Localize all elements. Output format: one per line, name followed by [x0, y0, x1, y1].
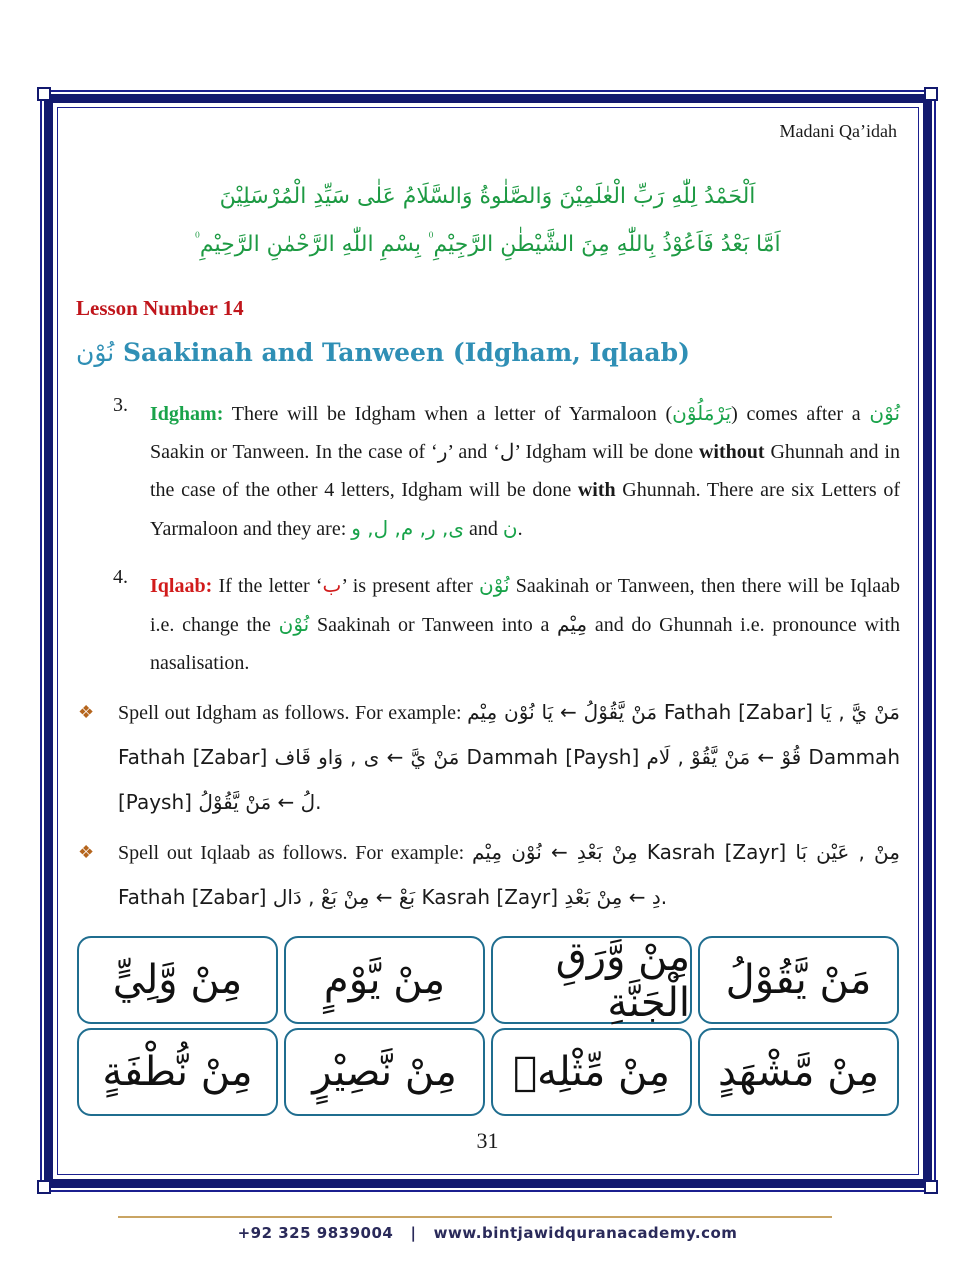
example-card: مِنْ مِّثْلِهٖ — [491, 1028, 692, 1116]
corner-ornament — [924, 87, 938, 101]
example-card: مِنْ وَّلِيٍّ — [77, 936, 278, 1024]
iqlaab-paragraph: Iqlaab: If the letter ‘ب’ is present after نُوْن Saakinah or Tanween, then there will be Iqlaab i.e. change the نُوْن Saakinah or Tanween into a مِيْم and do Ghunnah i.e. pronounce with nasalisation. — [150, 573, 901, 674]
bullet-icon: ❖ — [78, 702, 95, 722]
arabic-praise-line: اَلْحَمْدُ لِلّٰهِ رَبِّ الْعٰلَمِيْنَ وَالصَّلٰوةُ وَالسَّلَامُ عَلٰى سَيِّدِ الْمُرْسَلِيْنَ — [219, 184, 756, 209]
lesson-subtitle — [76, 338, 690, 367]
page-number: 31 — [476, 1128, 499, 1153]
idgham-heading: Idgham: — [150, 403, 224, 425]
example-card: مِنْ وَّرَقِ الْجَنَّةِ — [491, 936, 692, 1024]
example-grid — [77, 936, 899, 1116]
example-card: مِنْ نَّصِيْرٍ — [284, 1028, 485, 1116]
footer-contact: +92 325 9839004 | www.bintjawidquranacademy.com — [237, 1224, 738, 1242]
iqlaab-heading: Iqlaab: — [150, 575, 213, 597]
point-number: 4. — [113, 566, 128, 588]
corner-ornament — [37, 1180, 51, 1194]
bullet-icon: ❖ — [78, 842, 95, 862]
idgham-paragraph: Idgham: There will be Idgham when a letter of Yarmaloon (يَرْمَلُوْن) comes after a نُوْن Saakin or Tanween. In the case of ‘ر’ and ‘ل’ Idgham will be done without Ghunnah and in the case of the other 4 letters, Idgham will be done with Ghunnah. There are six Letters of Yarmaloon and they are: ى, ر, م, ل, و and ن. — [150, 401, 901, 540]
subtitle-arabic: نُوْن — [76, 338, 115, 367]
iqlaab-spelling: Spell out Iqlaab as follows. For example: مِنْ بَعْدِ ← نُوْن مِيْم Kasrah [Zayr] مِنْ , عَيْن بَا Fathah [Zabar] بَعْ ← مِنْ بَعْ , دَال Kasrah [Zayr] دِ ← مِنْ بَعْدِ. — [118, 840, 900, 909]
idgham-spelling: Spell out Idgham as follows. For example: مَنْ يَّقُوْلُ ← يَا نُوْن مِيْم Fathah [Zabar] مَنْ يَّ , يَا Fathah [Zabar] مَنْ يَّ ← ى , وَاو قَاف Dammah [Paysh] قُوْ ← مَنْ يَّقُوْ , لَام Dammah [Paysh] لُ ← مَنْ يَّقُوْلُ. — [118, 700, 901, 814]
subtitle-text: Saakinah and Tanween (Idgham, Iqlaab) — [122, 338, 690, 367]
example-card: مَنْ يَّقُوْلُ — [698, 936, 899, 1024]
header-title: Madani Qa’idah — [779, 121, 897, 141]
arabic-bismillah-line: اَمَّا بَعْدُ فَاَعُوْذُ بِاللّٰهِ مِنَ الشَّيْطٰنِ الرَّجِيْمِ ۠ بِسْمِ اللّٰهِ الرَّحْمٰنِ الرَّحِيْمِ ۠ — [194, 232, 781, 257]
corner-ornament — [37, 87, 51, 101]
example-card: مِنْ نُّطْفَةٍ — [77, 1028, 278, 1116]
example-card: مِنْ يَّوْمٍ — [284, 936, 485, 1024]
lesson-title: Lesson Number 14 — [76, 296, 244, 320]
corner-ornament — [924, 1180, 938, 1194]
example-card: مِنْ مَّشْهَدٍ — [698, 1028, 899, 1116]
footer-divider — [118, 1216, 832, 1218]
point-number: 3. — [113, 394, 128, 416]
